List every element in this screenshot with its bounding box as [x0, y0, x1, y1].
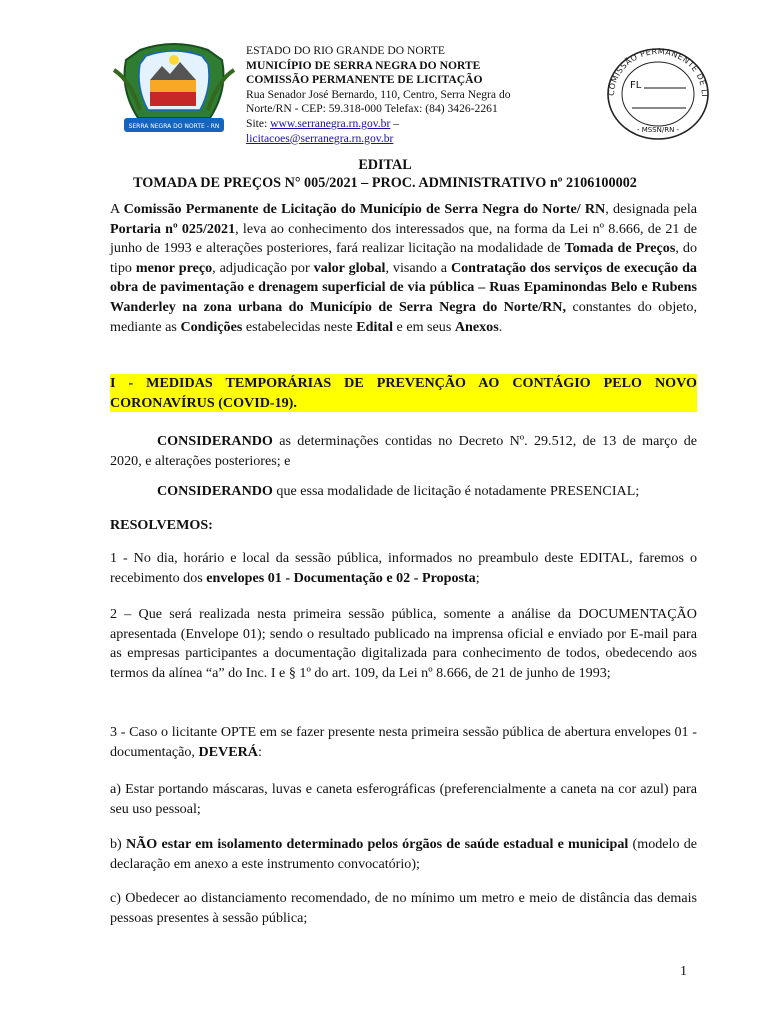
letterhead [246, 44, 546, 146]
header-municipality: MUNICÍPIO DE SERRA NEGRA DO NORTE [246, 58, 481, 72]
intro-paragraph: A Comissão Permanente de Licitação do Município de Serra Negra do Norte/ RN, designada pela Portaria nº 025/2021, leva ao conhecimento dos interessados que, na forma da Lei nº 8.666, de 21 de junho de 1993 e alterações posteriores, fará realizar licitação na modalidade de Tomada de Preços, do tipo menor preço, adjudicação por valor global, visando a Contratação dos serviços de execução da obra de pavimentação e drenagem superficial de via pública – Ruas Epaminondas Belo e Rubens Wanderley na zona urbana do Município de Serra Negra do Norte/RN, constantes do objeto, mediante as Condições estabelecidas neste Edital e em seus Anexos. [110, 201, 697, 335]
stamp-fl-label: FL [630, 80, 642, 91]
section-heading: I - MEDIDAS TEMPORÁRIAS DE PREVENÇÃO AO CONTÁGIO PELO NOVO CORONAVÍRUS (COVID-19). [110, 375, 697, 411]
email-link[interactable]: licitacoes@serranegra.rn.gov.br [246, 131, 394, 145]
item-1: 1 - No dia, horário e local da sessão pública, informados no preambulo deste EDITAL, faremos o recebimento dos envelopes 01 - Documentação e 02 - Proposta; [110, 550, 697, 586]
svg-text:COMISSÃO PERMANENTE DE LICITAÇ [600, 44, 709, 97]
site-dash: – [390, 116, 400, 130]
commission-stamp [600, 44, 712, 142]
item-b: b) NÃO estar em isolamento determinado pelos órgãos de saúde estadual e municipal (modelo de declaração em anexo a este instrumento convocatório); [110, 836, 698, 872]
item-3: 3 - Caso o licitante OPTE em se fazer presente nesta primeira sessão pública de abertura envelopes 01 - documentação, DEVERÁ: [110, 724, 697, 760]
document-subtitle: TOMADA DE PREÇOS N° 005/2021 – PROC. ADMINISTRATIVO nº 2106100002 [133, 175, 637, 191]
page-number: 1 [680, 964, 687, 979]
resolvemos-heading: RESOLVEMOS: [110, 517, 213, 533]
item-a: a) Estar portando máscaras, luvas e caneta esferográficas (preferencialmente a caneta na cor azul) para seu uso pessoal; [110, 781, 697, 817]
site-link[interactable]: www.serranegra.rn.gov.br [270, 116, 391, 130]
header-commission: COMISSÃO PERMANENTE DE LICITAÇÃO [246, 73, 483, 87]
stamp-bottom-text: - MSSN/RN - [636, 126, 680, 134]
document-title: EDITAL [358, 157, 412, 173]
considerando-2: CONSIDERANDO que essa modalidade de licitação é notadamente PRESENCIAL; [157, 483, 640, 499]
site-label: Site: [246, 116, 271, 130]
header-state: ESTADO DO RIO GRANDE DO NORTE [246, 44, 446, 57]
header-address: Rua Senador José Bernardo, 110, Centro, Serra Negra do [246, 87, 511, 101]
stamp-ring-text: COMISSÃO PERMANENTE DE LI [606, 46, 710, 98]
crest-banner-text: SERRA NEGRA DO NORTE - RN [128, 123, 220, 130]
item-2: 2 – Que será realizada nesta primeira sessão pública, somente a análise da DOCUMENTAÇÃO apresentada (Envelope 01); sendo o resultado publicado na imprensa oficial e enviado por E-mail para as empresas participantes a documentação digitalizada para conhecimento de todos, obedecendo aos termos da alínea “a” do Inc. I e § 1º do art. 109, da Lei nº 8.666, de 21 de junho de 1993; [110, 606, 697, 681]
municipal-crest-logo [110, 40, 238, 140]
considerando-1: CONSIDERANDO as determinações contidas no Decreto Nº. 29.512, de 13 de março de 2020, e alterações posteriores; e [110, 433, 697, 469]
item-c: c) Obedecer ao distanciamento recomendado, de no mínimo um metro e meio de distância das demais pessoas presentes à sessão pública; [110, 890, 697, 926]
header-contact: Norte/RN - CEP: 59.318-000 Telefax: (84) 3426-2261 [246, 102, 498, 116]
header-site-line [246, 117, 546, 132]
